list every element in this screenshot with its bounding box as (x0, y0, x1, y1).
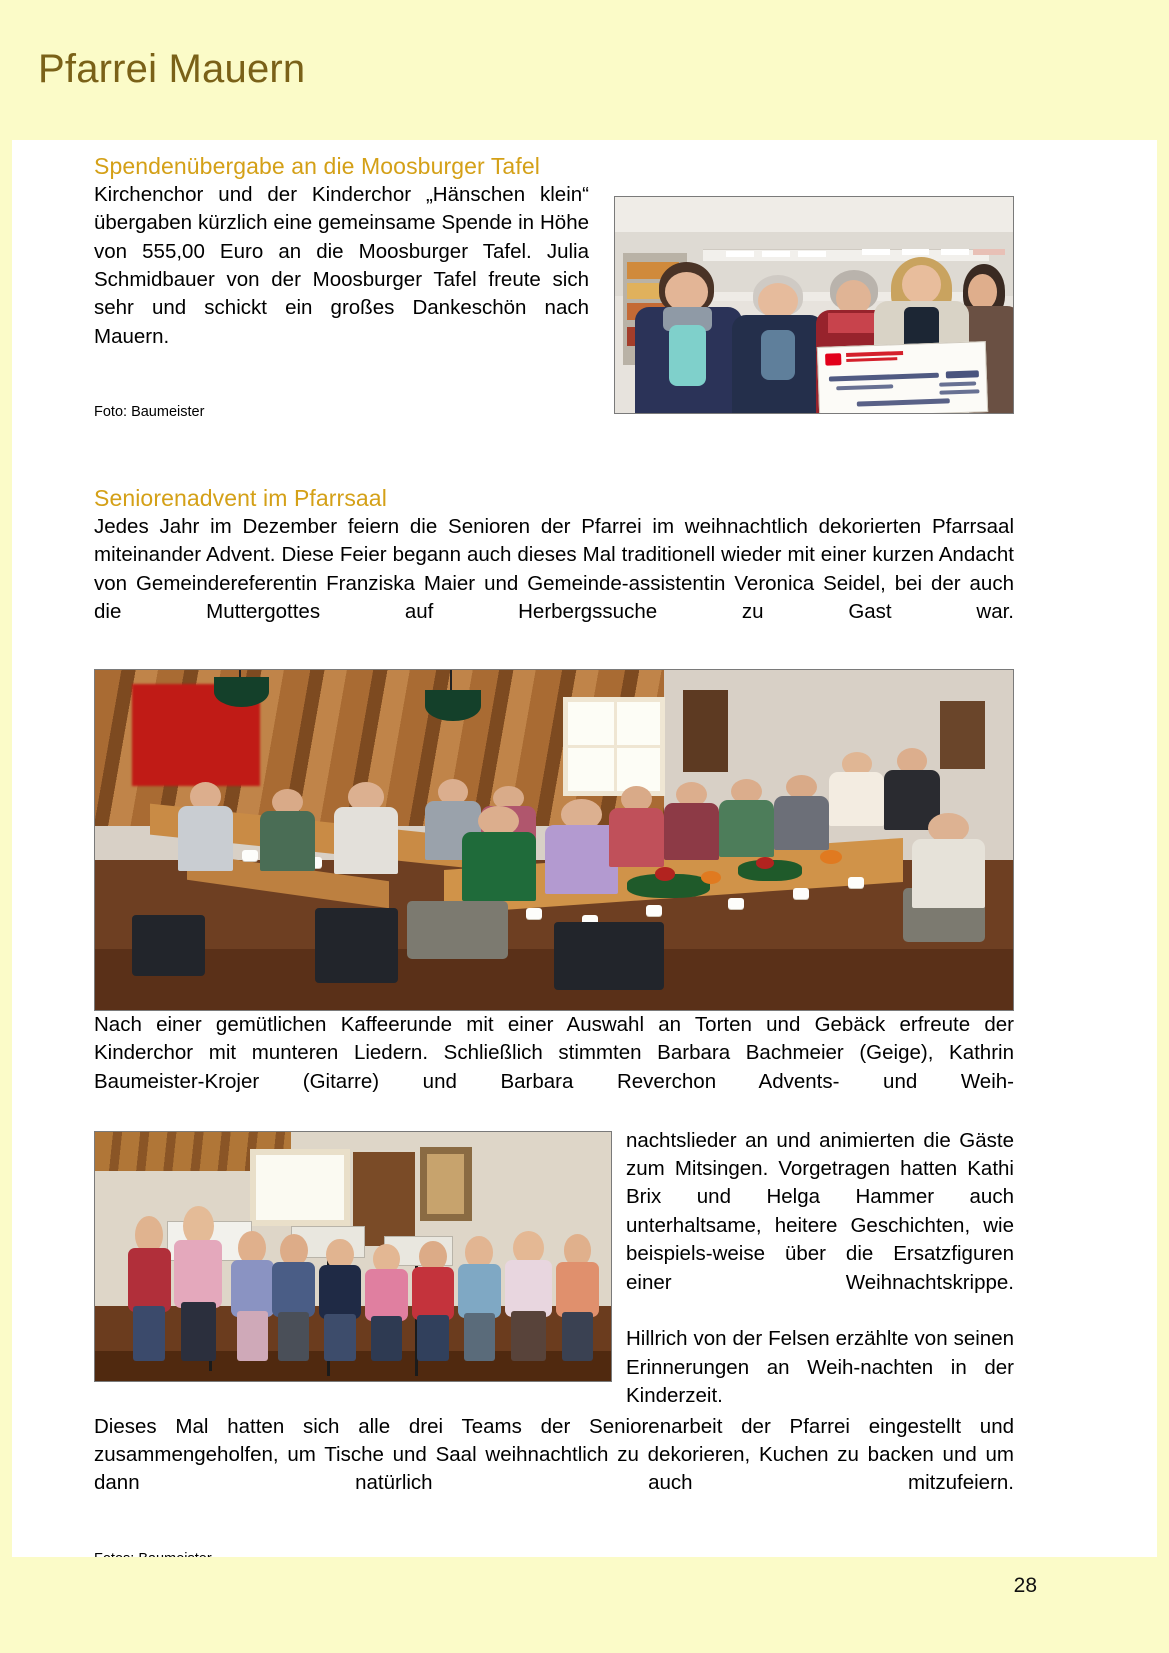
article-2-lead-text: Jedes Jahr im Dezember feiern die Senioren der Pfarrei im weihnachtlich dekorierten Pfarrsaal miteinander Advent. Diese Feier begann auch dieses Mal traditionell wieder mit einer kurzen Andacht von Gemeindereferentin Franziska Maier und Gemeinde-assistentin Veronica Seidel, bei der auch die Muttergottes auf Herbergssuche zu Gast war. (94, 515, 1014, 624)
childrens-choir-photo (94, 1131, 612, 1382)
article-2-wrapped-text: nachtslieder an und animierten die Gäste zum Mitsingen. Vorgetragen hatten Kathi Brix und Helga Hammer auch unterhaltsame, heitere Geschichten, wie beispiels-weise über die Ersatzfiguren einer Weihnachtskrippe. (626, 1128, 1014, 1294)
page-footer-band (0, 1557, 1169, 1653)
article-spendenuebergabe (94, 152, 1014, 422)
article-2-tail-text: Dieses Mal hatten sich alle drei Teams der Seniorenarbeit der Pfarrei eingestellt und zusammengeholfen, um Tische und Saal weihnachtlich zu dekorieren, Kuchen zu backen und um dann natürlich auch mitzufeiern. (94, 1414, 1014, 1495)
article-1-photo-credit: Foto: Baumeister (94, 404, 205, 421)
article-1-body: Kirchenchor und der Kinderchor „Hänschen klein“ übergaben kürzlich eine gemeinsame Spende in Höhe von 555,00 Euro an die Moosburger Tafel. Julia Schmidbauer von der Moosburger Tafel freute sich sehr und schickt ein großes Dankeschön nach Mauern. (94, 182, 589, 348)
parish-hall-advent-photo (94, 669, 1014, 1011)
page-content (94, 152, 1014, 1569)
article-seniorenadvent (94, 484, 1014, 1569)
article-2-heading: Seniorenadvent im Pfarrsaal (94, 485, 387, 512)
article-2-wrapped-column (626, 1127, 1014, 1411)
donation-cheque (817, 341, 989, 414)
cheque-handover-photo (614, 196, 1014, 414)
page-header-band (0, 0, 1169, 140)
article-2-wrapped-text-2: Hillrich von der Felsen erzählte von seinen Erinnerungen an Weih-nachten in der Kinderzeit. (626, 1327, 1014, 1408)
page-edge-left (0, 0, 12, 1653)
article-2-middle-text: Nach einer gemütlichen Kaffeerunde mit einer Auswahl an Torten und Gebäck erfreute der Kinderchor mit munteren Liedern. Schließlich stimmten Barbara Bachmeier (Geige), Kathrin Baumeister-Krojer (Gitarre) und Barbara Reverchon Advents- und Weih- (94, 1013, 1014, 1093)
page-title: Pfarrei Mauern (38, 47, 306, 91)
page-number: 28 (1013, 1574, 1037, 1597)
article-2-wrap-zone (94, 1127, 1014, 1411)
page-edge-right (1157, 0, 1169, 1653)
article-1-heading: Spendenübergabe an die Moosburger Tafel (94, 153, 540, 179)
